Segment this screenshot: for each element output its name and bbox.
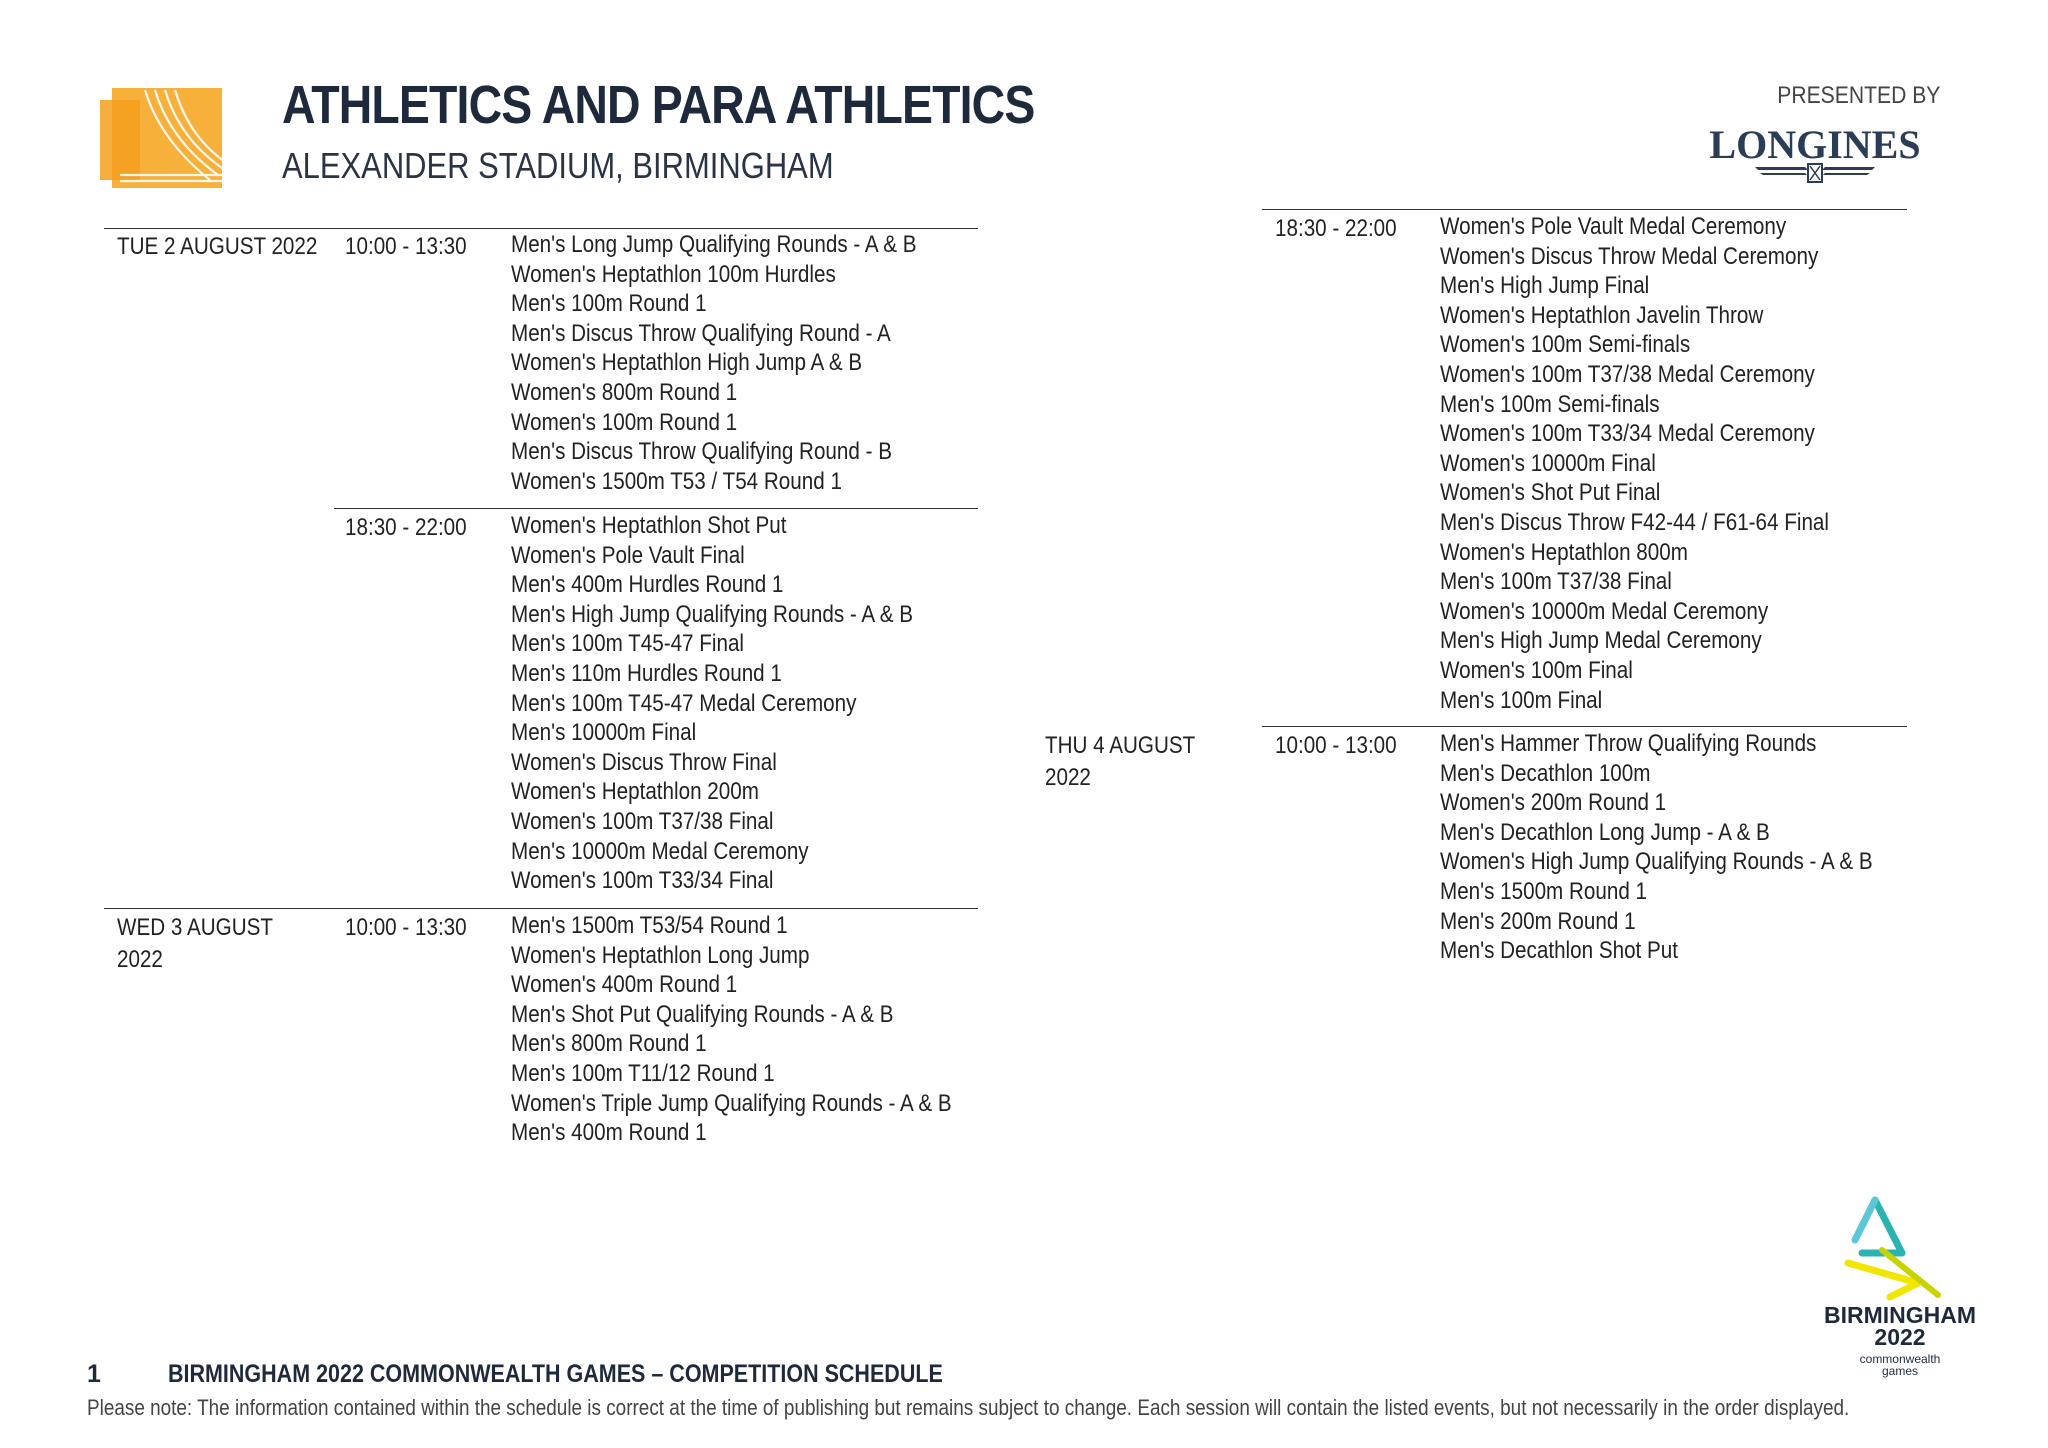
page-title: ATHLETICS AND PARA ATHLETICS bbox=[282, 75, 1035, 135]
event-item: Women's Heptathlon Long Jump bbox=[511, 941, 810, 969]
event-item: Women's 100m T37/38 Final bbox=[511, 807, 774, 835]
row-divider bbox=[104, 228, 978, 229]
session-events bbox=[511, 911, 952, 1148]
event-item: Men's Decathlon 100m bbox=[1440, 759, 1651, 787]
row-divider bbox=[1262, 726, 1907, 727]
session-events bbox=[511, 230, 917, 496]
event-item: Men's Discus Throw F42-44 / F61-64 Final bbox=[1440, 508, 1829, 536]
event-item: Women's 1500m T53 / T54 Round 1 bbox=[511, 467, 842, 495]
event-item: Women's Heptathlon 100m Hurdles bbox=[511, 260, 836, 288]
session-events bbox=[1440, 729, 1873, 966]
event-item: Men's 100m Semi-finals bbox=[1440, 390, 1660, 418]
event-item: Women's 400m Round 1 bbox=[511, 971, 738, 999]
day-label-line: WED 3 AUGUST bbox=[117, 914, 273, 941]
row-divider bbox=[1262, 209, 1907, 210]
event-item: Men's High Jump Final bbox=[1440, 272, 1650, 300]
event-item: Men's Long Jump Qualifying Rounds - A & B bbox=[511, 231, 917, 258]
event-item: Men's 100m Final bbox=[1440, 686, 1603, 714]
session-time: 10:00 - 13:30 bbox=[345, 914, 467, 941]
event-item: Men's Discus Throw Qualifying Round - A bbox=[511, 319, 891, 347]
row-divider bbox=[334, 508, 978, 509]
event-item: Women's Pole Vault Final bbox=[511, 541, 745, 569]
event-item: Women's Heptathlon High Jump A & B bbox=[511, 349, 863, 377]
session-time: 18:30 - 22:00 bbox=[1275, 215, 1397, 242]
logo-text-line: games bbox=[1881, 1364, 1919, 1378]
venue-subtitle: ALEXANDER STADIUM, BIRMINGHAM bbox=[282, 145, 834, 186]
logo-text-line: 2022 bbox=[1874, 1324, 1926, 1350]
event-item: Men's High Jump Medal Ceremony bbox=[1440, 627, 1762, 655]
event-item: Women's 10000m Medal Ceremony bbox=[1440, 597, 1769, 625]
event-item: Women's Heptathlon Javelin Throw bbox=[1440, 301, 1764, 329]
session-time: 10:00 - 13:00 bbox=[1275, 732, 1397, 759]
event-item: Women's Shot Put Final bbox=[1440, 479, 1661, 507]
event-item: Men's 800m Round 1 bbox=[511, 1030, 707, 1058]
event-item: Women's High Jump Qualifying Rounds - A & B bbox=[1440, 848, 1873, 876]
event-item: Men's 400m Hurdles Round 1 bbox=[511, 571, 784, 599]
event-item: Women's 100m Final bbox=[1440, 656, 1633, 684]
day-label-line: 2022 bbox=[117, 946, 163, 973]
sponsor-logo bbox=[1700, 122, 1930, 186]
session-time: 18:30 - 22:00 bbox=[345, 514, 467, 541]
footer-disclaimer: Please note: The information contained within the schedule is correct at the time of publishing but remains subject to change. Each session will contain the listed events, but not necessarily in the order displayed. bbox=[87, 1395, 1850, 1420]
footer-title: BIRMINGHAM 2022 COMMONWEALTH GAMES – COMPETITION SCHEDULE bbox=[168, 1360, 943, 1388]
event-item: Men's 200m Round 1 bbox=[1440, 907, 1636, 935]
event-item: Men's Hammer Throw Qualifying Rounds bbox=[1440, 730, 1817, 757]
event-item: Men's 1500m Round 1 bbox=[1440, 877, 1648, 905]
day-label-wed bbox=[117, 912, 273, 976]
event-item: Women's Heptathlon 800m bbox=[1440, 538, 1688, 566]
event-item: Men's Shot Put Qualifying Rounds - A & B bbox=[511, 1000, 894, 1028]
birmingham-2022-logo bbox=[1820, 1195, 1980, 1385]
logo-text-line: commonwealth bbox=[1859, 1352, 1941, 1366]
page-number: 1 bbox=[87, 1360, 101, 1388]
event-item: Men's 100m T37/38 Final bbox=[1440, 568, 1672, 596]
event-item: Men's Decathlon Long Jump - A & B bbox=[1440, 818, 1770, 846]
event-item: Women's Triple Jump Qualifying Rounds - A & B bbox=[511, 1089, 952, 1117]
event-item: Women's 200m Round 1 bbox=[1440, 789, 1667, 817]
triangle-mark-icon bbox=[1848, 1200, 1938, 1297]
event-item: Men's 10000m Medal Ceremony bbox=[511, 837, 809, 865]
event-item: Women's 100m T37/38 Medal Ceremony bbox=[1440, 360, 1815, 388]
session-time: 10:00 - 13:30 bbox=[345, 233, 467, 260]
event-item: Men's 100m T45-47 Final bbox=[511, 630, 745, 658]
event-item: Women's 100m Semi-finals bbox=[1440, 331, 1691, 359]
event-item: Men's 100m T11/12 Round 1 bbox=[511, 1059, 775, 1087]
event-item: Women's 800m Round 1 bbox=[511, 378, 738, 406]
event-item: Men's 100m T45-47 Medal Ceremony bbox=[511, 689, 857, 717]
event-item: Men's 1500m T53/54 Round 1 bbox=[511, 912, 788, 939]
event-item: Women's Discus Throw Final bbox=[511, 748, 777, 776]
event-item: Women's Heptathlon Shot Put bbox=[511, 512, 787, 539]
row-divider bbox=[104, 908, 978, 909]
event-item: Women's Pole Vault Medal Ceremony bbox=[1440, 213, 1787, 240]
athletics-pictogram-logo bbox=[100, 80, 240, 195]
day-label-line: THU 4 AUGUST bbox=[1045, 732, 1196, 759]
logo-text-line: BIRMINGHAM bbox=[1823, 1302, 1977, 1328]
event-item: Women's 10000m Final bbox=[1440, 449, 1656, 477]
event-item: Women's 100m T33/34 Final bbox=[511, 867, 774, 895]
presented-by-label: PRESENTED BY bbox=[1776, 82, 1940, 109]
day-label-tue: TUE 2 AUGUST 2022 bbox=[117, 233, 318, 260]
sponsor-wordmark: LONGINES bbox=[1709, 122, 1921, 167]
event-item: Women's Heptathlon 200m bbox=[511, 778, 759, 806]
event-item: Men's 400m Round 1 bbox=[511, 1119, 707, 1147]
event-item: Men's 100m Round 1 bbox=[511, 290, 707, 318]
session-events bbox=[1440, 212, 1829, 715]
event-item: Men's 110m Hurdles Round 1 bbox=[511, 659, 782, 687]
event-item: Women's 100m Round 1 bbox=[511, 408, 738, 436]
day-label-line: 2022 bbox=[1045, 764, 1091, 791]
event-item: Men's Discus Throw Qualifying Round - B bbox=[511, 438, 892, 466]
event-item: Women's 100m T33/34 Medal Ceremony bbox=[1440, 420, 1815, 448]
event-item: Men's High Jump Qualifying Rounds - A & B bbox=[511, 600, 914, 628]
event-item: Women's Discus Throw Medal Ceremony bbox=[1440, 242, 1819, 270]
session-events bbox=[511, 511, 913, 896]
day-label-thu bbox=[1045, 730, 1195, 794]
event-item: Men's 10000m Final bbox=[511, 719, 697, 747]
event-item: Men's Decathlon Shot Put bbox=[1440, 937, 1679, 965]
